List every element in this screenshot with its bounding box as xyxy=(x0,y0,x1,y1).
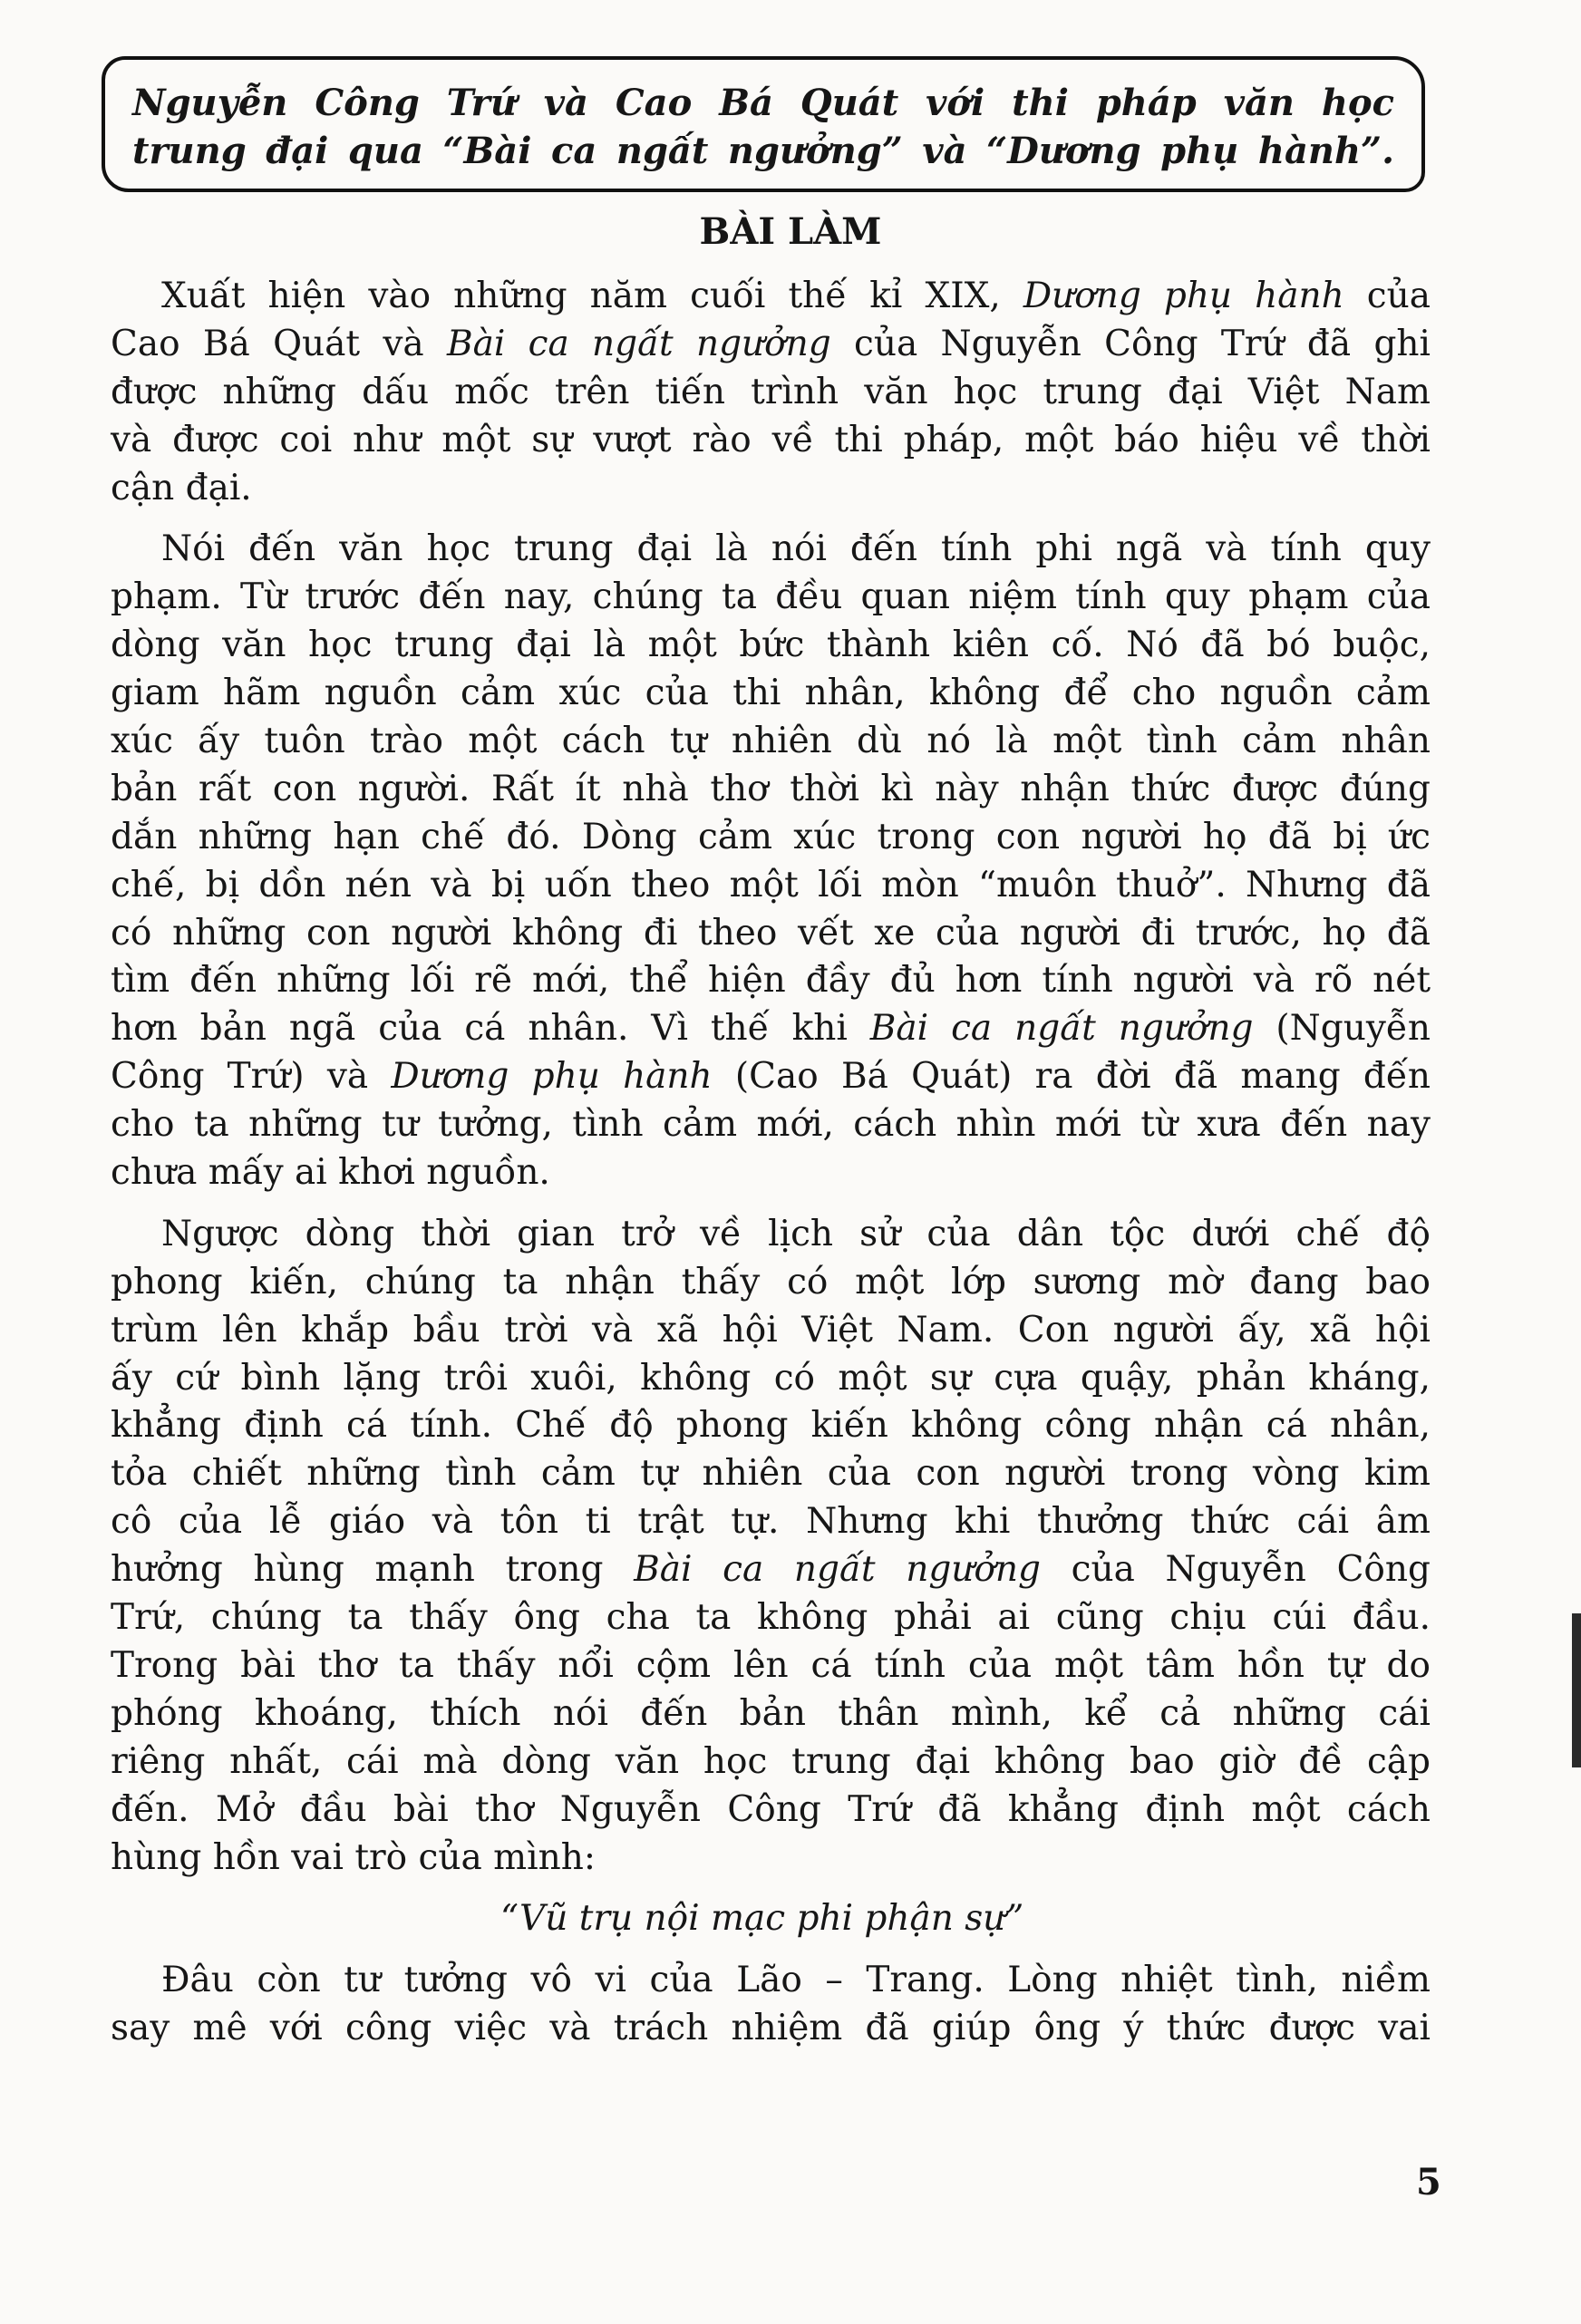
text-segment: và được coi như một sự vượt rào về thi pháp, một báo hiệu về thời xyxy=(111,419,1431,460)
text-segment: dòng văn học trung đại là một bức thành kiên cố. Nó đã bó buộc, xyxy=(111,625,1431,666)
text-line xyxy=(111,1005,1431,1053)
text-segment: say mê với công việc và trách nhiệm đã giúp ông ý thức được vai xyxy=(111,2008,1431,2049)
text-line xyxy=(111,862,1431,910)
italic-title-text: Bài ca ngất ngưởng xyxy=(869,1008,1254,1050)
text-line xyxy=(111,670,1431,718)
text-line xyxy=(111,273,1431,321)
text-line xyxy=(111,1957,1431,2005)
text-segment: tỏa chiết những tình cảm tự nhiên của con người trong vòng kim xyxy=(111,1453,1431,1495)
text-segment: ấy cứ bình lặng trôi xuôi, không có một sự cựa quậy, phản kháng, xyxy=(111,1357,1431,1399)
text-segment: Đâu còn tư tưởng vô vi của Lão – Trang. Lòng nhiệt tình, niềm xyxy=(161,1960,1431,2001)
text-line xyxy=(111,1498,1431,1546)
text-line xyxy=(111,766,1431,814)
text-segment: Công Trứ) và xyxy=(111,1056,392,1098)
text-segment: dắn những hạn chế đó. Dòng cảm xúc trong con người họ đã bị ức xyxy=(111,816,1431,857)
text-segment: Trong bài thơ ta thấy nổi cộm lên cá tính của một tâm hồn tự do xyxy=(111,1644,1431,1686)
text-line xyxy=(111,1642,1431,1690)
text-segment: tìm đến những lối rẽ mới, thể hiện đầy đủ hơn tính người và rõ nét xyxy=(111,960,1431,1002)
text-segment: có những con người không đi theo vết xe của người đi trước, họ đã xyxy=(111,912,1431,954)
text-segment: (Cao Bá Quát) ra đời đã mang đến xyxy=(712,1056,1431,1098)
text-line xyxy=(111,1259,1431,1307)
text-segment: Ngược dòng thời gian trở về lịch sử của dân tộc dưới chế độ xyxy=(161,1213,1431,1254)
text-segment: cho ta những tư tưởng, tình cảm mới, cách nhìn mới từ xưa đến nay xyxy=(111,1104,1431,1146)
text-segment: của Nguyễn Công xyxy=(1041,1549,1431,1591)
text-line xyxy=(111,957,1431,1005)
text-line xyxy=(111,1738,1431,1787)
topic-box xyxy=(102,56,1425,192)
text-line xyxy=(111,1307,1431,1355)
text-line xyxy=(111,1450,1431,1498)
text-line xyxy=(111,369,1431,417)
text-segment: hơn bản ngã của cá nhân. Vì thế khi xyxy=(111,1008,870,1050)
topic-line: Nguyễn Công Trứ và Cao Bá Quát với thi pháp văn học xyxy=(132,82,1394,124)
text-segment: Cao Bá Quát và xyxy=(111,323,447,364)
text-line xyxy=(111,465,1431,513)
text-segment: trùm lên khắp bầu trời và xã hội Việt Nam. Con người ấy, xã hội xyxy=(111,1309,1431,1351)
text-segment: phạm. Từ trước đến nay, chúng ta đều quan niệm tính quy phạm của xyxy=(111,576,1431,618)
text-line xyxy=(111,2005,1431,2053)
text-line xyxy=(111,910,1431,958)
text-line xyxy=(111,718,1431,766)
page-edge-mark xyxy=(1572,1613,1581,1767)
text-segment: hưởng hùng mạnh trong xyxy=(111,1549,635,1591)
text-segment: Trứ, chúng ta thấy ông cha ta không phải ai cũng chịu cúi đầu. xyxy=(111,1597,1431,1639)
text-line xyxy=(111,1053,1431,1101)
text-segment: xúc ấy tuôn trào một cách tự nhiên dù nó là một tình cảm nhân xyxy=(111,721,1431,762)
text-line xyxy=(111,574,1431,622)
text-line xyxy=(111,1594,1431,1642)
text-segment: chế, bị dồn nén và bị uốn theo một lối mòn “muôn thuở”. Nhưng đã xyxy=(111,864,1431,905)
text-line xyxy=(111,1149,1431,1197)
text-line xyxy=(111,1402,1431,1450)
quote-paragraph xyxy=(111,1895,1431,1943)
topic-line: trung đại qua “Bài ca ngất ngưởng” và “Dương phụ hành”. xyxy=(132,129,1394,172)
text-line xyxy=(111,1101,1431,1149)
text-segment: Nói đến văn học trung đại là nói đến tính phi ngã và tính quy xyxy=(161,528,1431,570)
paragraph xyxy=(111,1957,1431,2053)
italic-title-text: Dương phụ hành xyxy=(1023,276,1344,316)
text-line xyxy=(111,1355,1431,1403)
text-line xyxy=(111,1895,1431,1943)
text-line xyxy=(111,321,1431,369)
text-segment: phong kiến, chúng ta nhận thấy có một lớp sương mờ đang bao xyxy=(111,1261,1431,1302)
text-line xyxy=(111,1546,1431,1594)
italic-title-text: Bài ca ngất ngưởng xyxy=(446,323,831,364)
text-segment: (Nguyễn xyxy=(1253,1008,1431,1050)
text-segment: bản rất con người. Rất ít nhà thơ thời kì này nhận thức được đúng xyxy=(111,768,1431,809)
text-segment: “Vũ trụ nội mạc phi phận sự” xyxy=(500,1898,1024,1940)
text-segment: phóng khoáng, thích nói đến bản thân mình, kể cả những cái xyxy=(111,1692,1431,1734)
body-text xyxy=(111,273,1431,2053)
text-line xyxy=(111,417,1431,465)
text-line xyxy=(111,1787,1431,1835)
section-heading: BÀI LÀM xyxy=(699,210,882,253)
text-line xyxy=(111,1211,1431,1259)
text-segment: chưa mấy ai khơi nguồn. xyxy=(111,1152,550,1194)
text-line xyxy=(111,526,1431,574)
italic-title-text: Bài ca ngất ngưởng xyxy=(634,1549,1042,1591)
text-line xyxy=(111,814,1431,862)
text-segment: cận đại. xyxy=(111,467,252,508)
text-segment: giam hãm nguồn cảm xúc của thi nhân, không để cho nguồn cảm xyxy=(111,673,1431,714)
text-segment: khẳng định cá tính. Chế độ phong kiến không công nhận cá nhân, xyxy=(111,1405,1431,1447)
text-segment: của Nguyễn Công Trứ đã ghi xyxy=(830,323,1431,364)
text-line xyxy=(111,1690,1431,1738)
text-segment: cô của lễ giáo và tôn ti trật tự. Nhưng khi thưởng thức cái âm xyxy=(111,1501,1431,1543)
paragraph xyxy=(111,273,1431,512)
text-segment: hùng hồn vai trò của mình: xyxy=(111,1836,596,1878)
text-line xyxy=(111,1835,1431,1883)
text-segment: được những dấu mốc trên tiến trình văn học trung đại Việt Nam xyxy=(111,371,1431,412)
paragraph xyxy=(111,526,1431,1196)
page-number: 5 xyxy=(1416,2161,1441,2203)
text-line xyxy=(111,622,1431,670)
text-segment: đến. Mở đầu bài thơ Nguyễn Công Trứ đã khẳng định một cách xyxy=(111,1788,1431,1830)
text-segment: riêng nhất, cái mà dòng văn học trung đại không bao giờ đề cập xyxy=(111,1740,1431,1782)
italic-title-text: Dương phụ hành xyxy=(391,1056,713,1098)
text-segment: Xuất hiện vào những năm cuối thế kỉ XIX, xyxy=(161,276,1023,316)
text-segment: của xyxy=(1343,276,1431,316)
paragraph xyxy=(111,1211,1431,1882)
